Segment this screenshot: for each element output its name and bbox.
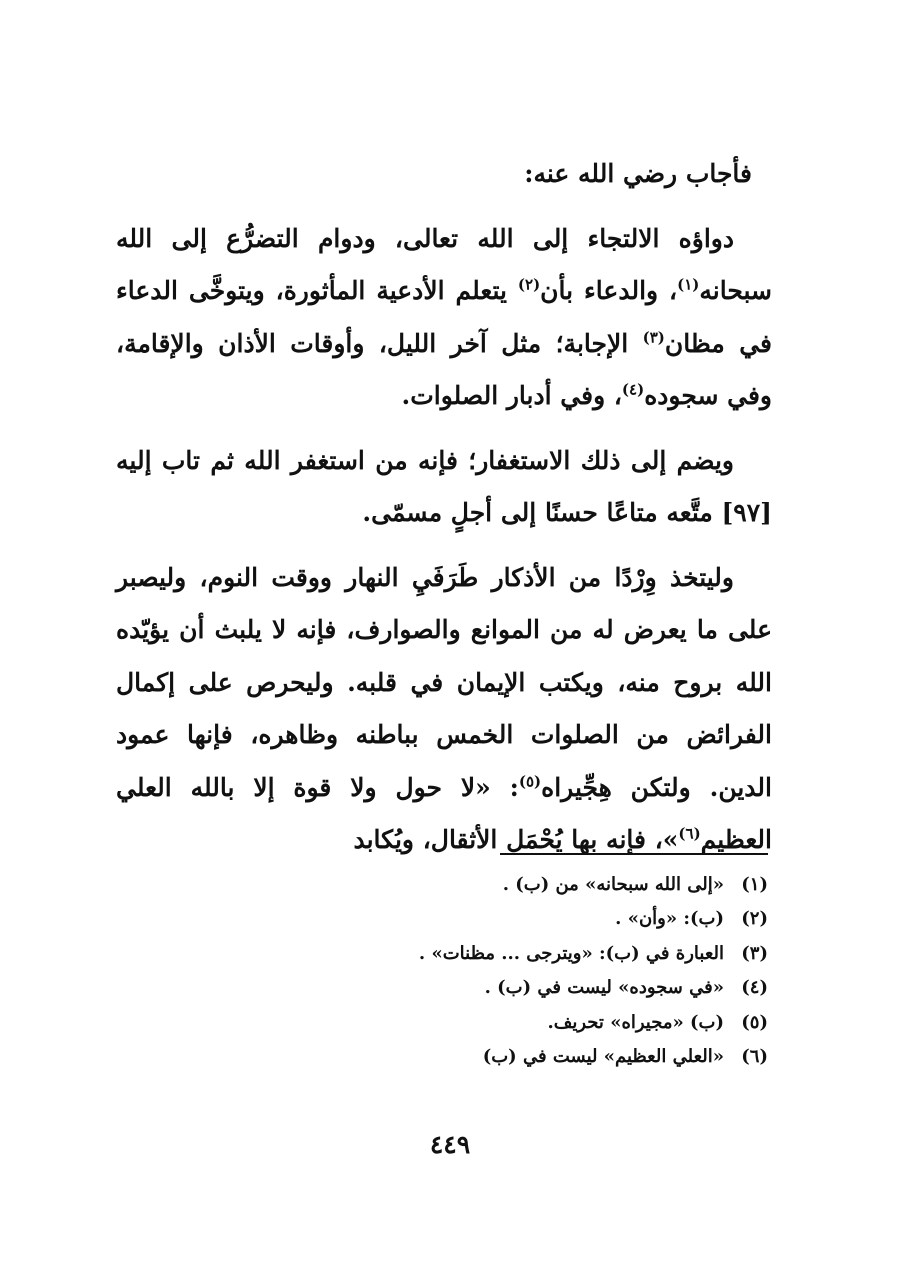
footnote-text: (ب) «مجيراه» تحريف. <box>547 1011 724 1033</box>
paragraph-wird <box>116 552 772 867</box>
text-run: : «لا حول ولا قوة إلا بالله العلي العظيم <box>116 772 772 854</box>
text-run: دواؤه الالتجاء إلى الله تعالى، ودوام التضرُّع إلى الله سبحانه <box>116 223 772 305</box>
footnote-text: العبارة في (ب): «ويترجى ... مظنات» . <box>418 942 724 964</box>
footnote-item <box>128 971 768 1005</box>
text-run: فأجاب رضي الله عنه: <box>524 159 752 188</box>
footnote-divider <box>500 853 768 855</box>
paragraph-istighfar <box>116 435 772 540</box>
footnote-text: (ب): «وأن» . <box>615 908 724 930</box>
text-run: متَّعه متاعًا حسنًا إلى أجلٍ مسمّى. <box>362 498 722 527</box>
footnote-text: «إلى الله سبحانه» من (ب) . <box>502 874 724 895</box>
text-run: الإجابة؛ مثل آخر الليل، وأوقات الأذان والإقامة، وفي سجوده <box>116 328 772 410</box>
footnote-ref-3[interactable]: (٣) <box>642 328 665 347</box>
footnote-number: (١) <box>741 874 768 895</box>
footnote-ref-5[interactable]: (٥) <box>518 772 542 791</box>
text-run: ويضم إلى ذلك الاستغفار؛ فإنه من استغفر الله ثم تاب إليه <box>116 445 734 475</box>
footnote-text: «في سجوده» ليست في (ب) . <box>484 977 724 999</box>
footnote-item <box>128 868 768 902</box>
paragraph-remedy <box>116 213 772 423</box>
text-run: »، فإنه بها يُحْمَل الأثقال، ويُكابد <box>353 825 679 854</box>
footnote-item <box>128 1040 768 1074</box>
footnote-number: (٥) <box>741 1011 768 1033</box>
text-run: وليتخذ وِرْدًا من الأذكار طَرَفَيِ النهار ووقت النوم، وليصبر على ما يعرض له من الموانع والصوارف، فإنه لا يلبث أن يؤيّده الله بروح منه، ويكتب الإيمان في قلبه. وليحرص على إكمال الفرائض من الصلوات الخمس بباطنه وظاهره، فإنها عمود الدين. ولتكن هِجِّيراه <box>116 562 772 802</box>
manuscript-page-marker: [٩٧] <box>721 498 772 527</box>
footnote-ref-1[interactable]: (١) <box>677 275 700 294</box>
footnote-text: «العلي العظيم» ليست في (ب) <box>482 1046 724 1068</box>
footnote-number: (٤) <box>741 977 768 999</box>
paragraph-answer-intro <box>116 148 772 201</box>
page-number: ٤٤٩ <box>429 1130 471 1159</box>
footnote-number: (٢) <box>741 908 768 930</box>
footnote-number: (٦) <box>741 1046 768 1068</box>
footnote-item <box>128 937 768 971</box>
footnote-ref-4[interactable]: (٤) <box>621 380 645 399</box>
text-run: ، وفي أدبار الصلوات. <box>401 381 622 410</box>
main-text <box>116 148 772 867</box>
text-run: يتعلم الأدعية المأثورة، ويتوخَّى الدعاء في مظان <box>116 276 773 358</box>
footnote-number: (٣) <box>741 942 768 964</box>
footnotes-list <box>128 868 768 1074</box>
footnote-ref-6[interactable]: (٦) <box>678 824 701 843</box>
footnote-item <box>128 1006 768 1040</box>
footnote-ref-2[interactable]: (٢) <box>517 275 541 294</box>
footnote-item <box>128 902 768 936</box>
text-run: ، والدعاء بأن <box>540 276 678 305</box>
